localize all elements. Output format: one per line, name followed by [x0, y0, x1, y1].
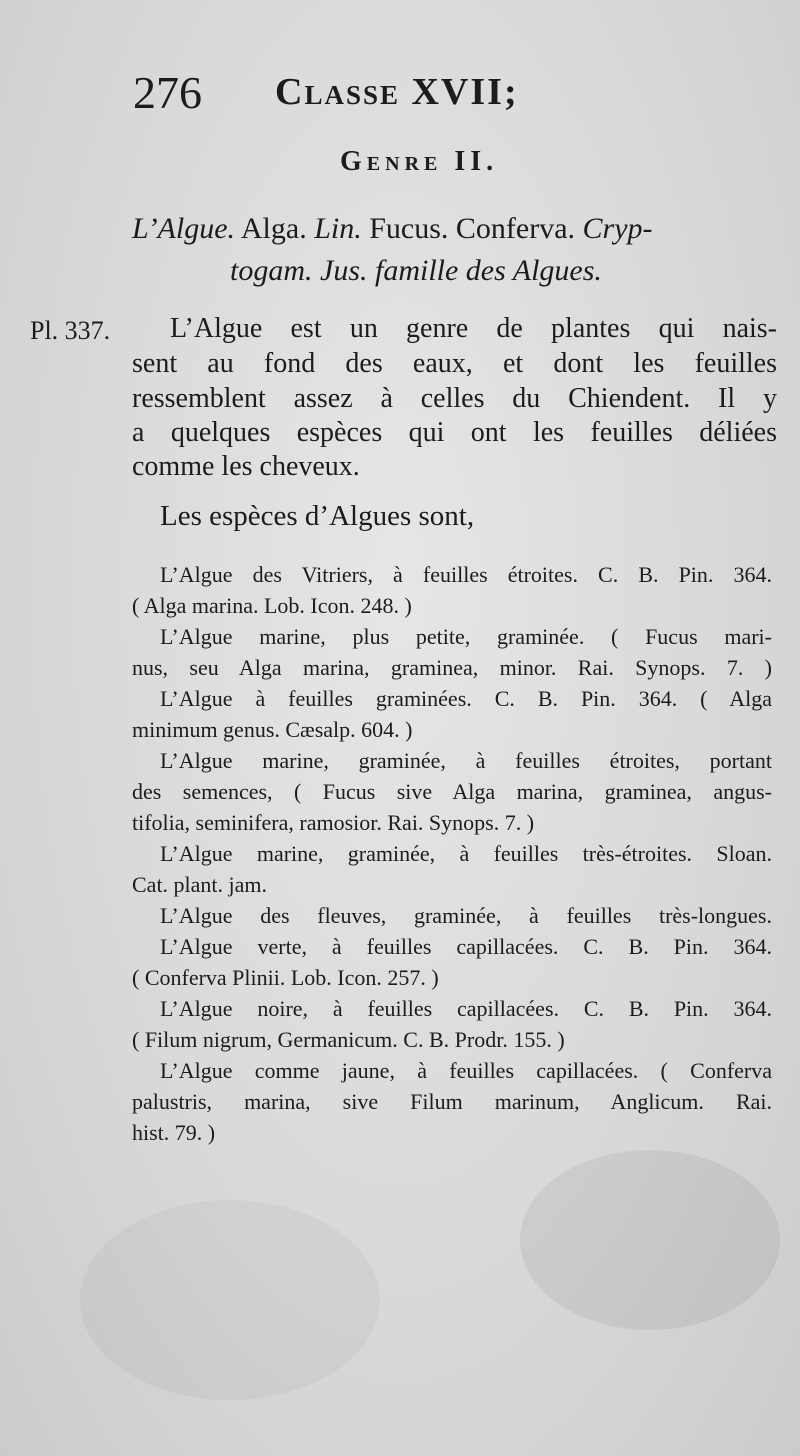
intro-line: ressemblent assez à celles du Chiendent. Il y: [132, 383, 777, 414]
intro-line: L’Algue est un genre de plantes qui nais-: [170, 313, 777, 344]
genus-heading-line-2: togam. Jus. famille des Algues.: [230, 254, 602, 287]
intro-line: sent au fond des eaux, et dont les feuilles: [132, 348, 777, 379]
heading-segment: Cryp-: [582, 212, 653, 245]
heading-segment: Alga.: [235, 212, 315, 245]
species-line: hist. 79. ): [132, 1120, 216, 1145]
species-line: L’Algue des Vitriers, à feuilles étroites. C. B. Pin. 364.: [160, 562, 772, 587]
species-line: L’Algue verte, à feuilles capillacées. C. B. Pin. 364.: [160, 934, 772, 959]
species-line: L’Algue marine, graminée, à feuilles très-étroites. Sloan.: [160, 841, 772, 866]
show-through-stain: [520, 1150, 780, 1330]
heading-segment: L’Algue.: [132, 212, 236, 245]
species-line: palustris, marina, sive Filum marinum, Anglicum. Rai.: [132, 1089, 772, 1114]
heading-segment: Fucus. Conferva.: [361, 212, 583, 245]
species-line: minimum genus. Cæsalp. 604. ): [132, 717, 413, 742]
intro-line: comme les cheveux.: [132, 451, 360, 482]
species-line: L’Algue à feuilles graminées. C. B. Pin. 364. ( Alga: [160, 686, 772, 711]
species-line: L’Algue noire, à feuilles capillacées. C. B. Pin. 364.: [160, 996, 772, 1021]
genre-title: Genre II.: [340, 146, 499, 177]
species-line: Cat. plant. jam.: [132, 872, 268, 897]
page-number: 276: [133, 67, 202, 118]
show-through-stain: [80, 1200, 380, 1400]
species-line: L’Algue des fleuves, graminée, à feuilles très-longues.: [160, 903, 772, 928]
species-line: L’Algue comme jaune, à feuilles capillacées. ( Conferva: [160, 1058, 772, 1083]
species-line: ( Filum nigrum, Germanicum. C. B. Prodr. 155. ): [132, 1027, 565, 1052]
class-title: Classe XVII;: [275, 71, 519, 113]
intro-line: a quelques espèces qui ont les feuilles déliées: [132, 417, 777, 448]
species-line: L’Algue marine, graminée, à feuilles étroites, portant: [160, 748, 772, 773]
species-line: des semences, ( Fucus sive Alga marina, graminea, angus-: [132, 779, 772, 804]
species-line: tifolia, seminifera, ramosior. Rai. Synops. 7. ): [132, 810, 535, 835]
species-line: ( Conferva Plinii. Lob. Icon. 257. ): [132, 965, 439, 990]
plate-reference: Pl. 337.: [30, 316, 111, 345]
species-line: L’Algue marine, plus petite, graminée. ( Fucus mari-: [160, 624, 772, 649]
heading-segment: Lin.: [314, 212, 362, 245]
species-line: ( Alga marina. Lob. Icon. 248. ): [132, 593, 412, 618]
species-line: nus, seu Alga marina, graminea, minor. Rai. Synops. 7. ): [132, 655, 772, 680]
species-heading: Les espèces d’Algues sont,: [160, 500, 475, 532]
genus-heading-line-1: [132, 212, 653, 246]
